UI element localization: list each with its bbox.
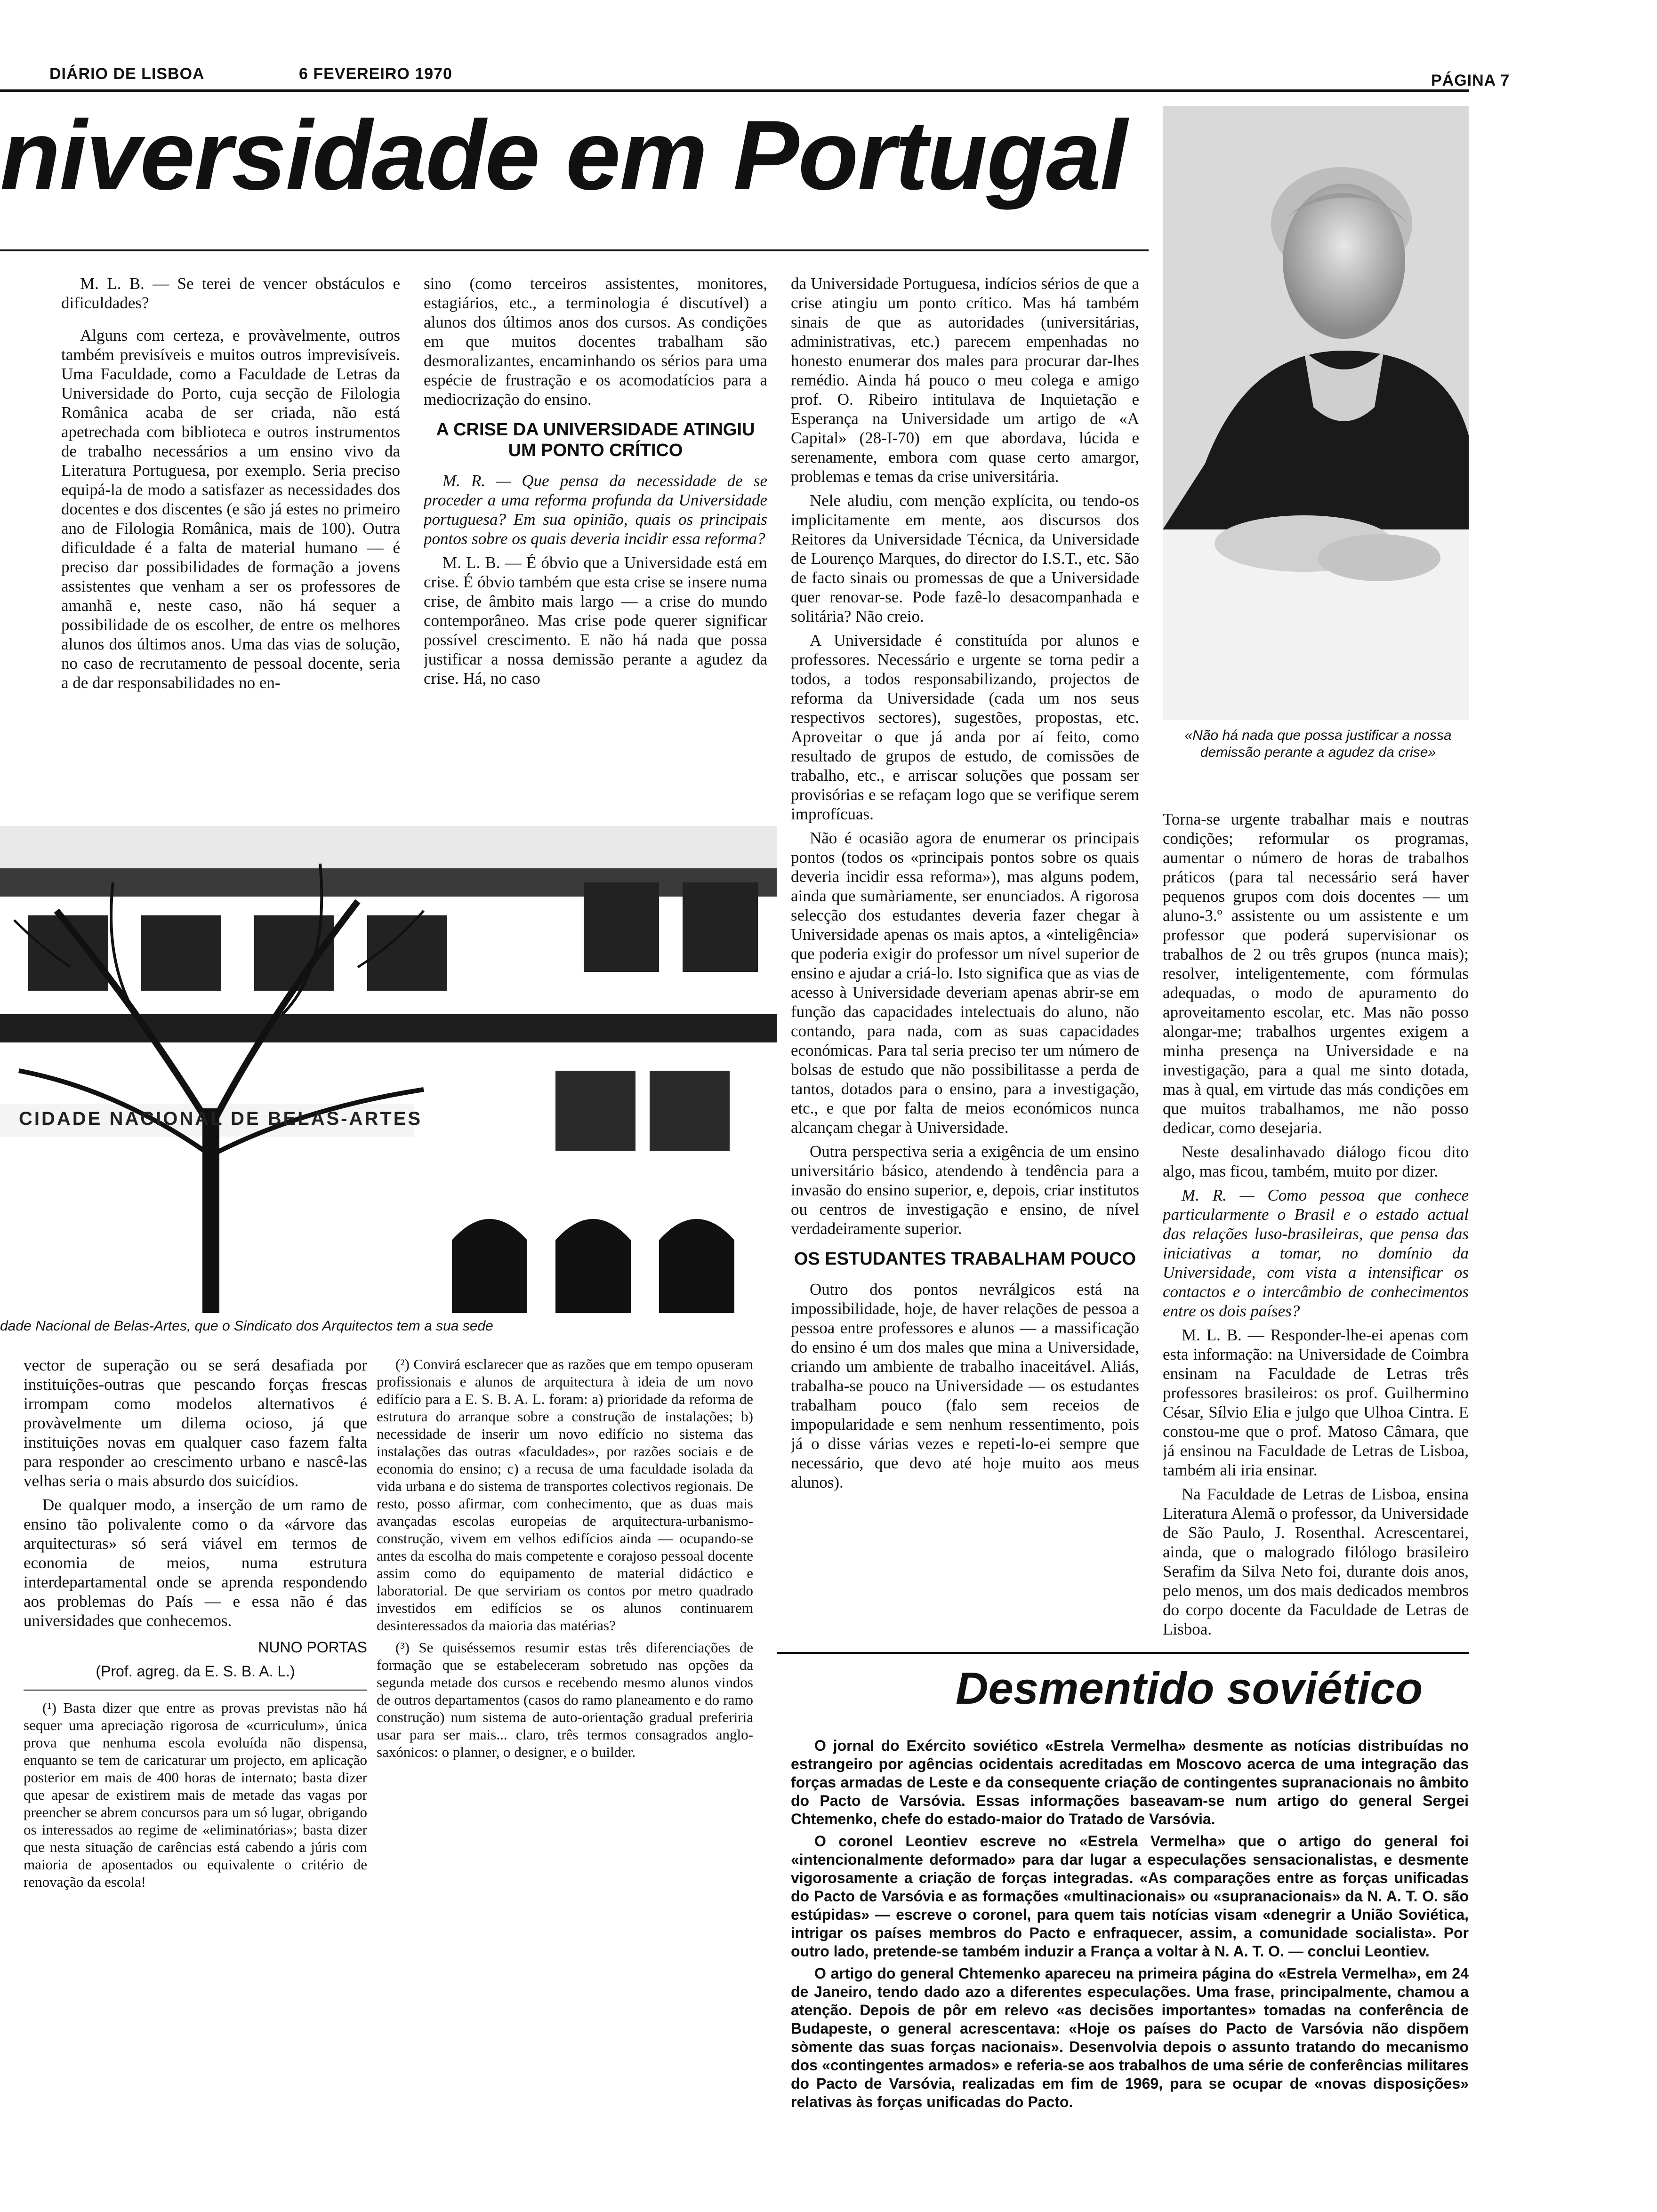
portrait-photo <box>1163 106 1469 720</box>
paragraph: De qualquer modo, a inserção de um ramo de ensino tão polivalente como o da «árvore das arquitecturas» só será viável em termos de economia de meios, numa estrutura interdepartamental onde se aprenda respondendo aos problemas do País — e essa não é das universidades que conhecemos. <box>24 1496 367 1630</box>
footnote-3: (³) Se quiséssemos resumir estas três diferenciações de formação que se estabeleceram sobretudo nas opções da segunda metade dos cursos e recebendo mesmo alunos vindos de outros departamentos (casos do ramo planeamento e do ramo construção) num sistema de auto-orientação gradual preferiria usar para ser mais... claro, três termos consagrados anglo-saxónicos: o planner, o designer, e o builder. <box>377 1639 753 1760</box>
paragraph: O jornal do Exército soviético «Estrela Vermelha» desmente as notícias distribuídas no estrangeiro por agências ocidentais acreditadas em Moscovo acerca de uma integração das forças armadas de Leste e da consequente criação de contingentes supranacionais no âmbito do Pacto de Varsóvia. Essas informações baseavam-se num artigo do general Sergei Chtemenko, chefe do estado-maior do Tratado de Varsóvia. <box>791 1737 1469 1827</box>
paragraph: Torna-se urgente trabalhar mais e noutras condições; reformular os programas, aumentar o número de horas de trabalhos práticos (para tal necessário será haver pequenos grupos com dois docentes — um aluno-3.º assistente ou um assistente e um professor que poderá supervisionar os trabalhos de 2 ou três grupos (nunca mais); resolver, inteligentemente, com fórmulas adequadas, o modo de apuramento do aproveitamento escolar, etc. Mas não posso alongar-me; trabalhos urgentes exigem a minha presença na Universidade e na investigação, para a qual me sinto dotada, mas à qual, em virtude das más condições em que muitos trabalhamos, me não posso dedicar, como desejaria. <box>1163 810 1469 1137</box>
paragraph: Outra perspectiva seria a exigência de um ensino universitário básico, atendendo à tendência para a invasão do ensino superior, e, depois, criar institutos ou centros de investigação e ensino, de nível verdadeiramente superior. <box>791 1142 1139 1238</box>
facade-lettering: CIDADE NACIONAL DE BELAS-ARTES <box>19 1108 423 1129</box>
interview-question: M. R. — Como pessoa que conhece particularmente o Brasil e o estado actual das relações luso-brasileiras, que pensa das iniciativas a tomar, no domínio da Universidade, com vista a intensificar os contactos e o intercâmbio de conhecimentos entre os dois países? <box>1163 1186 1469 1320</box>
article-title: niversidade em Portugal <box>0 100 1127 210</box>
box-top-rule <box>777 1652 1469 1654</box>
subheading-crisis: A CRISE DA UNIVERSIDADE ATINGIU UM PONTO CRÍTICO <box>436 420 755 460</box>
paragraph: sino (como terceiros assistentes, monitores, estagiários, etc., a terminologia é discutível) a alunos dos últimos anos dos cursos. As condições em que muitos docentes trabalham são desmoralizantes, encaminhando os sérios para uma espécie de frustração e os acomodatícios para a mediocrização do ensino. <box>424 274 767 409</box>
author-role: (Prof. agreg. da E. S. B. A. L.) <box>96 1663 295 1680</box>
paragraph: O coronel Leontiev escreve no «Estrela Vermelha» que o artigo do general foi «intencionalmente deformado» para dar lugar a especulações sensacionalistas, e desmente vigorosamente a criação de forças integradas. «As comparações entre as forças unificadas do Pacto de Varsóvia e as formações «multinacionais» ou «supranacionais» da N. A. T. O. são estúpidas» — escreve o coronel, para quem tais notícias visam «denegrir a União Soviética, intrigar os países membros do Pacto e enfraquecer, assim, a comunidade socialista». Por outro lado, pretende-se também induzir a França a voltar à N. A. T. O. — conclui Leontiev. <box>791 1833 1469 1960</box>
paragraph: O artigo do general Chtemenko apareceu na primeira página do «Estrela Vermelha», em 24 de Janeiro, tendo dado azo a diferentes especulações. Uma frase, principalmente, chamou a atenção. Depois de pôr em relevo «as decisões importantes» tomadas na conferência de Budapeste, o general acrescentava: «Hoje os países do Pacto de Varsóvia não dispõem sòmente das suas forças nacionais». Desenvolvia depois o assunto tratando do mecanismo dos «contingentes armados» e referia-se aos trabalhos de uma série de conferências militares do Pacto de Varsóvia, realizadas em fim de 1969, para se ocupar de «novas disposições» relativas às forças unificadas do Pacto. <box>791 1965 1469 2110</box>
paragraph: M. L. B. — Se terei de vencer obstáculos e dificuldades? <box>61 274 400 312</box>
title-rule <box>0 249 1149 251</box>
paragraph: Na Faculdade de Letras de Lisboa, ensina Literatura Alemã o professor, da Universidade de São Paulo, J. Rosenthal. Acrescentarei, ainda, que o malogrado filólogo brasileiro Serafim da Silva Neto foi, durante dois anos, pelo menos, um dos mais dedicados membros do corpo docente da Faculdade de Letras de Lisboa. <box>1163 1485 1469 1638</box>
portrait-image <box>1163 106 1469 720</box>
paragraph: A Universidade é constituída por alunos e professores. Necessário e urgente se torna pedir a todos, a todos responsabilizando, projectos de reforma da Universidade (cada um nos seus respectivos sectores), sugestões, propostas, etc. Aproveitar o que já anda por aí feito, como resultado de grupos de estudo, de comissões de trabalho, etc., e arriscar soluções que possam ser provisórias e se refaçam logo que se verifique serem improfícuas. <box>791 631 1139 823</box>
page-number: PÁGINA 7 <box>1431 72 1510 89</box>
paragraph: da Universidade Portuguesa, indícios sérios de que a crise atingiu um ponto crítico. Mas há também sinais de que as autoridades (universitárias, administrativas, etc.) parecem empenhadas no honesto enumerar dos males para procurar dar-lhes remédio. Ainda há pouco o meu colega e amigo prof. O. Ribeiro intitulava de Inquietação e Esperança na Universidade um artigo de «A Capital» (28-I-70) em que abordava, lúcida e serenamente, embora com quase certo amargor, problemas e temas da crise universitária. <box>791 274 1139 486</box>
box-body <box>791 1737 1469 2113</box>
lower-column-2 <box>377 1355 753 1986</box>
author-signature: NUNO PORTAS <box>258 1639 367 1656</box>
article-column-1 <box>61 274 400 745</box>
interview-question: M. R. — Que pensa da necessidade de se proceder a uma reforma profunda da Universidade portuguesa? Em sua opinião, quais os principais pontos sobre os quais deveria incidir essa reforma? <box>424 472 767 548</box>
notes-rule <box>24 1690 367 1691</box>
paragraph: vector de superação ou se será desafiada por instituições-outras que pescando forças frescas irrompam como modelos alternativos é provàvelmente um dilema ocioso, já que instituições novas em qualquer caso fazem falta para responder ao crescimento urbano e nascê-las velhas seria o mais absurdo dos suicídios. <box>24 1356 367 1490</box>
footnote-2: (²) Convirá esclarecer que as razões que em tempo opuseram profissionais e alunos de arquitectura à ideia de um novo edifício para a E. S. B. A. L. foram: a) prioridade da reforma de estrutura do arranque sobre a construção de instalações; b) necessidade de inserir um novo edifício no sistema das instalações das outras «faculdades», por razões sociais e de economia do ensino; c) a recusa de uma faculdade isolada da vida urbana e do sistema de transportes colectivos regionais. De resto, posso afirmar, com conhecimento, que as duas mais avançadas escolas europeias de arquitectura-urbanismo-construção, vivem em velhos edifícios ainda — ocupando-se antes da escolha do mais competente e corajoso pessoal docente assim como do equipamento de material didáctico e laboratorial. De que serviriam os contos por metro quadrado investidos em edifícios se os alunos continuarem desinteressados da maioria das matérias? <box>377 1356 753 1634</box>
paragraph: Nele aludiu, com menção explícita, ou tendo-os implicitamente em mente, aos discursos dos Reitores da Universidade Técnica, da Universidade de Lourenço Marques, do director do I.S.T., etc. São de facto sinais ou promessas de que a Universidade quer renovar-se. Pode fazê-lo desacompanhada e solitária? Não creio. <box>791 491 1139 625</box>
paragraph: Não é ocasião agora de enumerar os principais pontos (todos os «principais pontos sobre os quais deveria incidir essa reforma»), mas alguns podem, ainda que sumàriamente, ser enunciados. A rigorosa selecção dos estudantes deveria fazer chegar à Universidade apenas os mais aptos, a «inteligência» que poderia exigir do professor um nível superior de ensino e ajudar a criá-lo. Isto significa que as vias de acesso à Universidade deveriam apenas abrir-se em função das capacidades intelectuais do aluno, não contando, para nada, com as suas capacidades económicas. Para tal seria preciso ter um número de bolsas de estudo que não possibilitasse a perda de tantos, dotados para o ensino, para a investigação, etc., e que por falta de meios económicos nunca alcançam chegar à Universidade. <box>791 829 1139 1137</box>
building-photo <box>0 826 777 1313</box>
footnote-1: (¹) Basta dizer que entre as provas previstas não há sequer uma apreciação rigorosa de «curriculum», única prova que nenhuma escola evoluída não dispensa, enquanto se tem de caricaturar um projecto, em aplicação posterior em mais de 400 horas de internato; basta dizer que apesar de existirem mais de metade das vagas por preencher se abrem concursos para um só lugar, obrigando os interessados ao regime de «eliminatórias»; basta dizer que nesta situação de carências está cabendo a júris com maioria de aposentados ou equivalente o critério de renovação da escola! <box>24 1699 367 1890</box>
issue-date: 6 FEVEREIRO 1970 <box>299 65 452 83</box>
paragraph: Outro dos pontos nevrálgicos está na impossibilidade, hoje, de haver relações de pessoa a pessoa entre professores e alunos — a massificação do ensino é um dos males que mina a Universidade, criando um ambiente de trabalho inaceitável. Aliás, trabalha-se pouco na Universidade — os estudantes trabalham pouco (falo sem receios de impopularidade e sem nenhum ressentimento, pois já o disse várias vezes e repeti-lo-ei sempre que necessário, que devo até hoje muito aos meus alunos). <box>791 1280 1139 1491</box>
article-column-4 <box>1163 809 1469 1638</box>
article-column-3 <box>791 274 1139 1632</box>
header-rule <box>0 89 1469 92</box>
lower-column-1 <box>24 1355 367 1986</box>
paragraph: M. L. B. — É óbvio que a Universidade está em crise. É óbvio também que esta crise se insere numa crise, de âmbito mais largo — a crise do mundo contemporâneo. Mas crise pode querer significar possível crescimento. E não há nada que possa justificar a nossa demissão perante a agudez da crise. Há, no caso <box>424 553 767 688</box>
paragraph: Neste desalinhavado diálogo ficou dito algo, mas ficou, também, muito por dizer. <box>1163 1143 1469 1180</box>
subheading-students: OS ESTUDANTES TRABALHAM POUCO <box>794 1249 1136 1269</box>
box-title: Desmentido soviético <box>956 1663 1423 1714</box>
article-column-2 <box>424 274 767 745</box>
building-image <box>0 826 777 1313</box>
paragraph: M. L. B. — Responder-lhe-ei apenas com esta informação: na Universidade de Coimbra ensinam na Faculdade de Letras três professores brasileiros: os prof. Guilhermino César, Sílvio Elia e julgo que Ulhoa Cintra. E constou-me que o prof. Matoso Câmara, que já ensinou na Faculdade de Letras de Lisboa, também ali iria ensinar. <box>1163 1326 1469 1479</box>
newspaper-name: DIÁRIO DE LISBOA <box>49 65 205 83</box>
portrait-caption: «Não há nada que possa justificar a nossa demissão perante a agudez da crise» <box>1184 728 1452 760</box>
building-caption: dade Nacional de Belas-Artes, que o Sindicato dos Arquitectos tem a sua sede <box>0 1318 493 1334</box>
paragraph: Alguns com certeza, e provàvelmente, outros também previsíveis e muitos outros imprevisíveis. Uma Faculdade, como a Faculdade de Letras da Universidade do Porto, cuja secção de Filologia Românica acaba de ser criada, não está apetrechada com biblioteca e outros instrumentos de trabalho necessários a um ensino vivo da Literatura Portuguesa, por exemplo. Seria preciso equipá-la de modo a satisfazer as necessidades dos docentes e dos discentes (e são já estes no primeiro ano de Filologia Românica, mais de 100). Outra dificuldade é a falta de material humano — é preciso dar possibilidades de formação a jovens assistentes que venham a ser os professores de amanhã e, neste caso, não há sequer a possibilidade de os escolher, de entre os melhores alunos dos últimos anos. Uma das vias de solução, no caso de recrutamento de pessoal docente, seria a de dar responsabilidades no en- <box>61 326 400 692</box>
